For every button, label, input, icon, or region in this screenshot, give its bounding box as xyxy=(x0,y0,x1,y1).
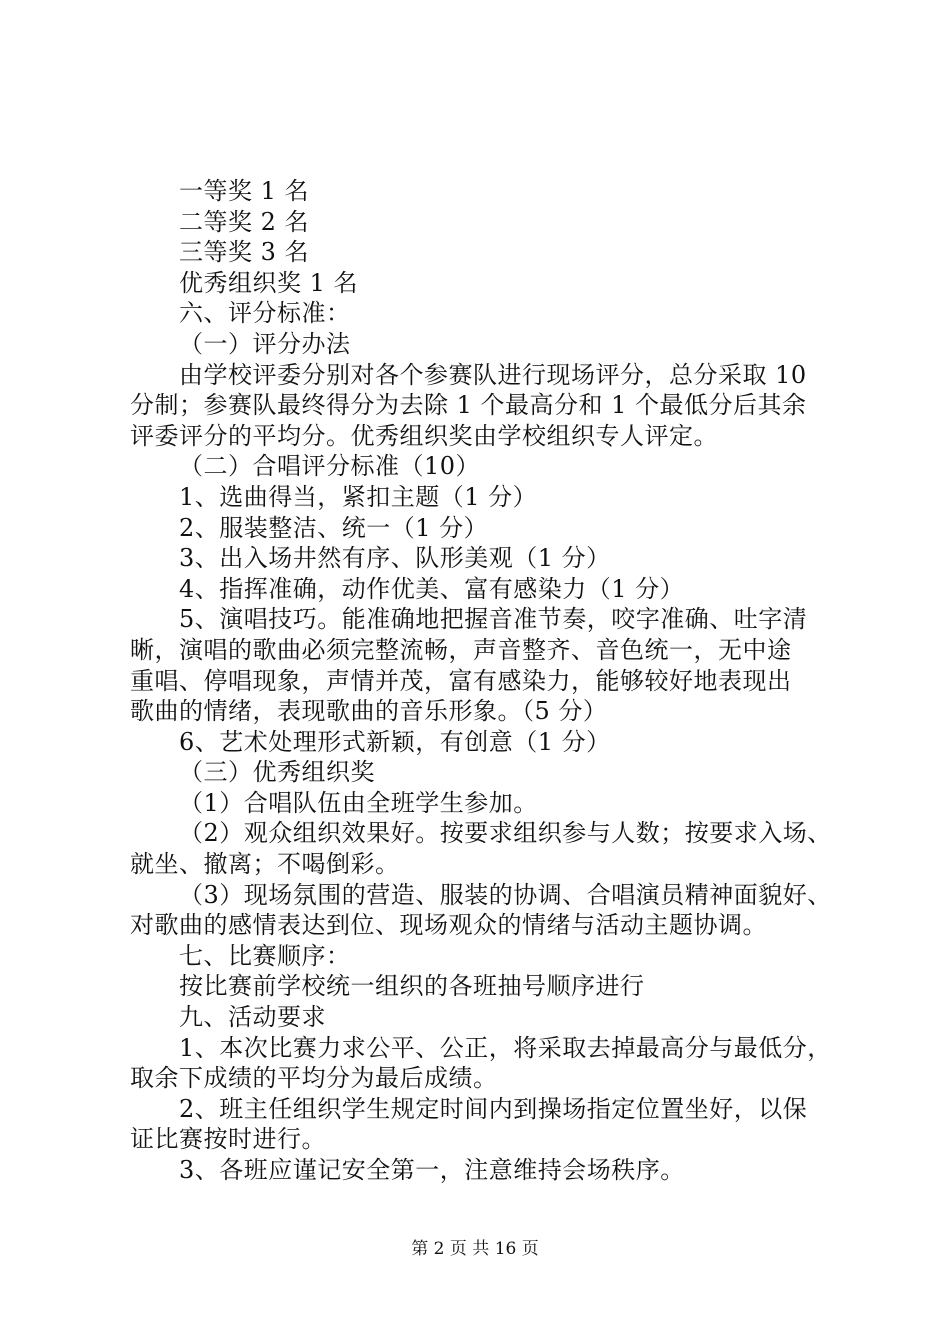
text-line: 由学校评委分别对各个参赛队进行现场评分，总分采取 10 xyxy=(179,360,807,389)
text-line: （二）合唱评分标准（10） xyxy=(179,452,481,481)
text-line: 就坐、撤离；不喝倒彩。 xyxy=(130,850,400,879)
page-footer: 第 2 页 共 16 页 xyxy=(411,1239,539,1259)
text-line: 晰，演唱的歌曲必须完整流畅，声音整齐、音色统一，无中途 xyxy=(130,635,792,664)
text-line: 2、班主任组织学生规定时间内到操场指定位置坐好，以保 xyxy=(179,1094,808,1123)
text-line: 5、演唱技巧。能准确地把握音准节奏，咬字准确、吐字清 xyxy=(179,605,808,634)
text-line: 对歌曲的感情表达到位、现场观众的情绪与活动主题协调。 xyxy=(130,911,767,940)
text-line: 1、选曲得当，紧扣主题（1 分） xyxy=(179,482,538,511)
text-line: 七、比赛顺序： xyxy=(179,941,351,970)
text-line: （3）现场氛围的营造、服装的协调、合唱演员精神面貌好、 xyxy=(179,880,832,909)
text-line: 九、活动要求 xyxy=(179,1003,326,1032)
text-line: 3、出入场井然有序、队形美观（1 分） xyxy=(179,544,611,573)
text-line: 6、艺术处理形式新颖，有创意（1 分） xyxy=(179,727,611,756)
text-line: 优秀组织奖 1 名 xyxy=(179,268,359,297)
text-line: 六、评分标准： xyxy=(179,299,351,328)
text-line: 3、各班应谨记安全第一，注意维持会场秩序。 xyxy=(179,1156,685,1184)
text-line: 2、服装整洁、统一（1 分） xyxy=(179,513,489,542)
text-line: （一）评分办法 xyxy=(179,329,351,358)
text-line: 取余下成绩的平均分为最后成绩。 xyxy=(130,1064,498,1093)
text-line: （三）优秀组织奖 xyxy=(179,758,375,787)
text-line: 二等奖 2 名 xyxy=(179,207,310,236)
text-line: （1）合唱队伍由全班学生参加。 xyxy=(179,788,538,817)
text-line: 三等奖 3 名 xyxy=(179,238,310,267)
text-line: 评委评分的平均分。优秀组织奖由学校组织专人评定。 xyxy=(130,421,718,450)
text-line: 按比赛前学校统一组织的各班抽号顺序进行 xyxy=(179,972,645,1001)
text-line: 4、指挥准确，动作优美、富有感染力（1 分） xyxy=(179,574,685,603)
text-line: 一等奖 1 名 xyxy=(179,177,310,205)
document-body xyxy=(130,176,840,1186)
text-line: 歌曲的情绪，表现歌曲的音乐形象。（5 分） xyxy=(130,697,608,726)
text-line: （2）观众组织效果好。按要求组织参与人数；按要求入场、 xyxy=(179,819,832,848)
text-line: 证比赛按时进行。 xyxy=(130,1125,326,1154)
text-line: 1、本次比赛力求公平、公正，将采取去掉最高分与最低分， xyxy=(179,1033,832,1062)
text-line: 分制；参赛队最终得分为去除 1 个最高分和 1 个最低分后其余 xyxy=(130,391,807,420)
text-line: 重唱、停唱现象，声情并茂，富有感染力，能够较好地表现出 xyxy=(130,666,792,695)
